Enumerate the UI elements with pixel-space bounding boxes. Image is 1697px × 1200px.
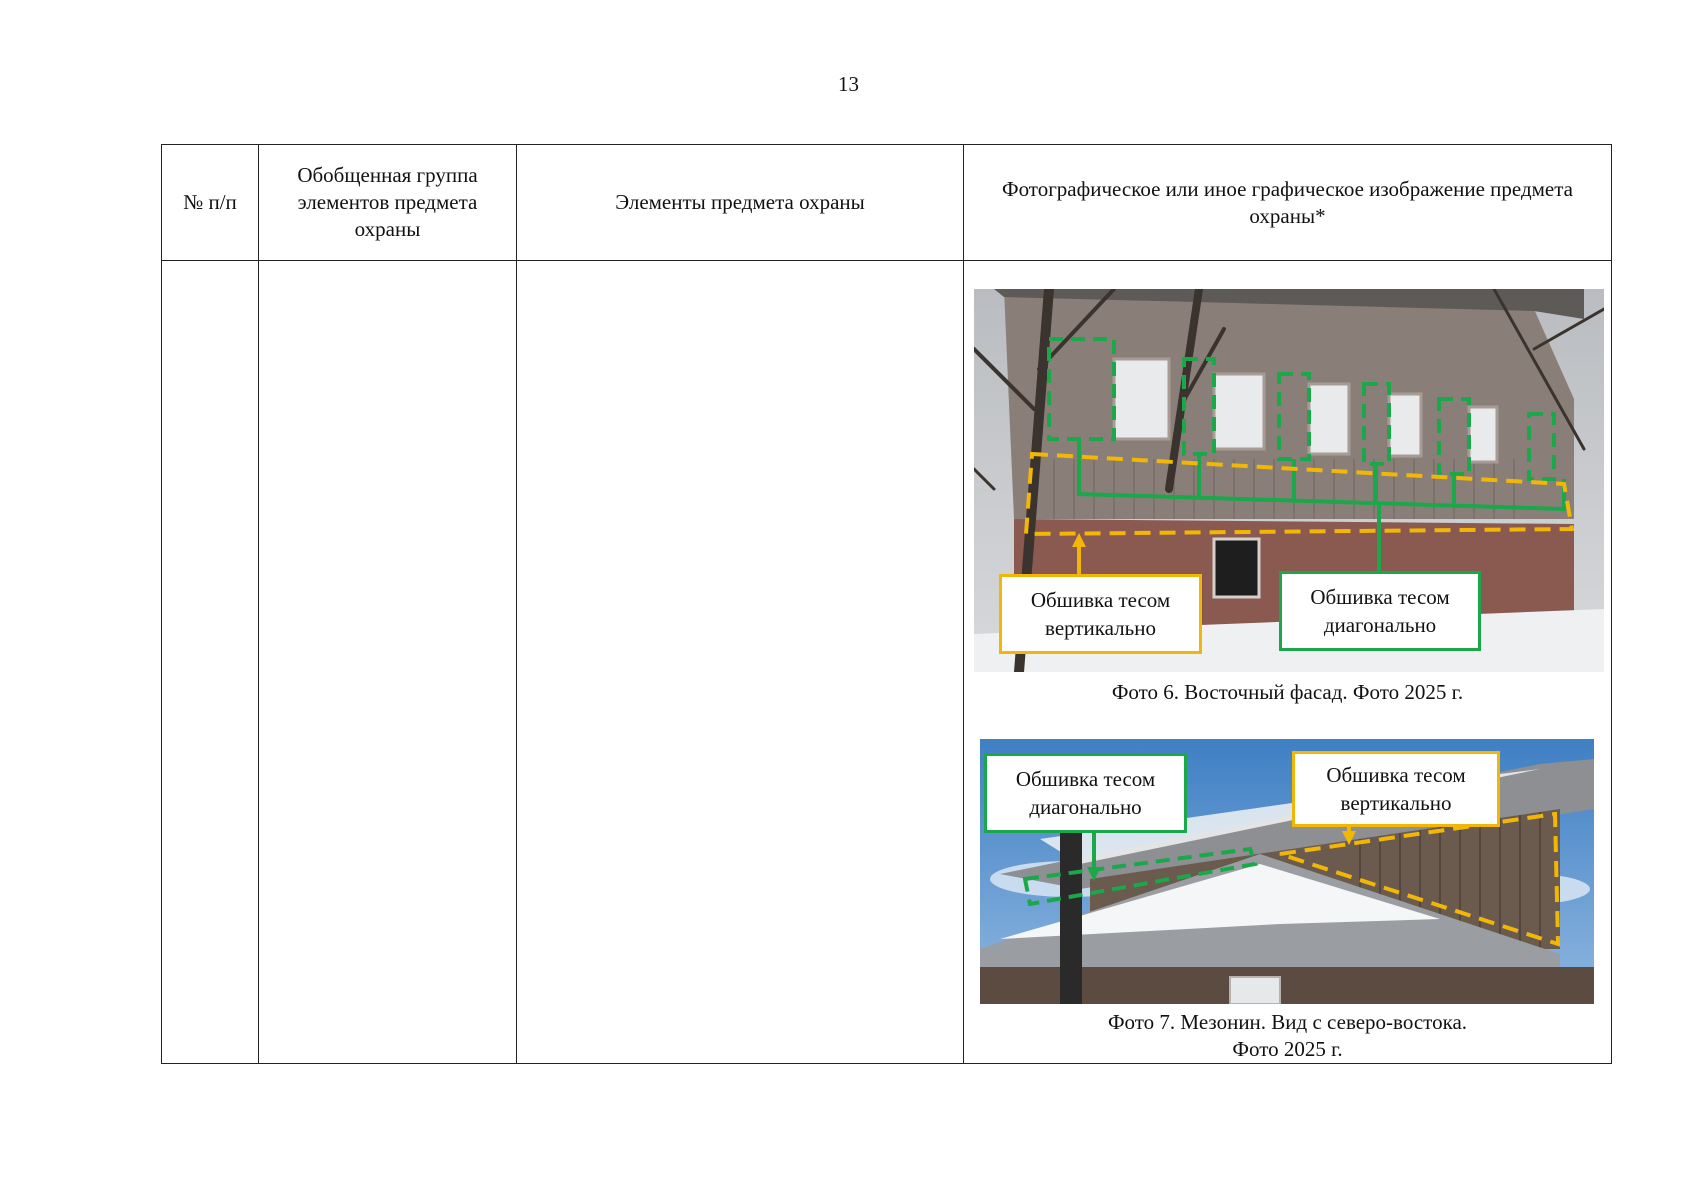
photo7-caption-line1: Фото 7. Мезонин. Вид с северо-востока. xyxy=(1107,1010,1468,1034)
label-line: диагонально xyxy=(1029,795,1142,819)
label-diagonal-sheathing-photo7 xyxy=(984,753,1187,833)
table-header-row xyxy=(162,145,1612,261)
cell-elements xyxy=(517,261,964,1064)
protection-subject-table xyxy=(161,144,1612,1064)
cell-image xyxy=(964,261,1612,1064)
label-vertical-sheathing-photo6 xyxy=(999,574,1202,654)
photo6-caption: Фото 6. Восточный фасад. Фото 2025 г. xyxy=(1111,680,1464,704)
label-line: вертикально xyxy=(1340,791,1452,815)
cell-number xyxy=(162,261,259,1064)
table-row xyxy=(162,261,1612,1064)
cell-group xyxy=(259,261,517,1064)
label-line: диагонально xyxy=(1323,613,1437,637)
label-line: вертикально xyxy=(1045,616,1156,640)
photo7-caption xyxy=(964,1009,1611,1063)
photo7-caption-line2: Фото 2025 г. xyxy=(1232,1037,1343,1061)
label-diagonal-sheathing-photo6 xyxy=(1279,571,1481,651)
label-vertical-sheathing-photo7 xyxy=(1292,751,1500,827)
label-line: Обшивка тесом xyxy=(1310,585,1450,609)
label-line: Обшивка тесом xyxy=(1326,763,1466,787)
header-number: № п/п xyxy=(162,145,259,261)
label-line: Обшивка тесом xyxy=(1015,767,1156,791)
page-number: 13 xyxy=(838,72,859,96)
header-elements: Элементы предмета охраны xyxy=(517,145,964,261)
header-group: Обобщенная группа элементов предмета охраны xyxy=(259,145,517,261)
header-image: Фотографическое или иное графическое изображение предмета охраны* xyxy=(964,145,1612,261)
label-line: Обшивка тесом xyxy=(1030,588,1171,612)
